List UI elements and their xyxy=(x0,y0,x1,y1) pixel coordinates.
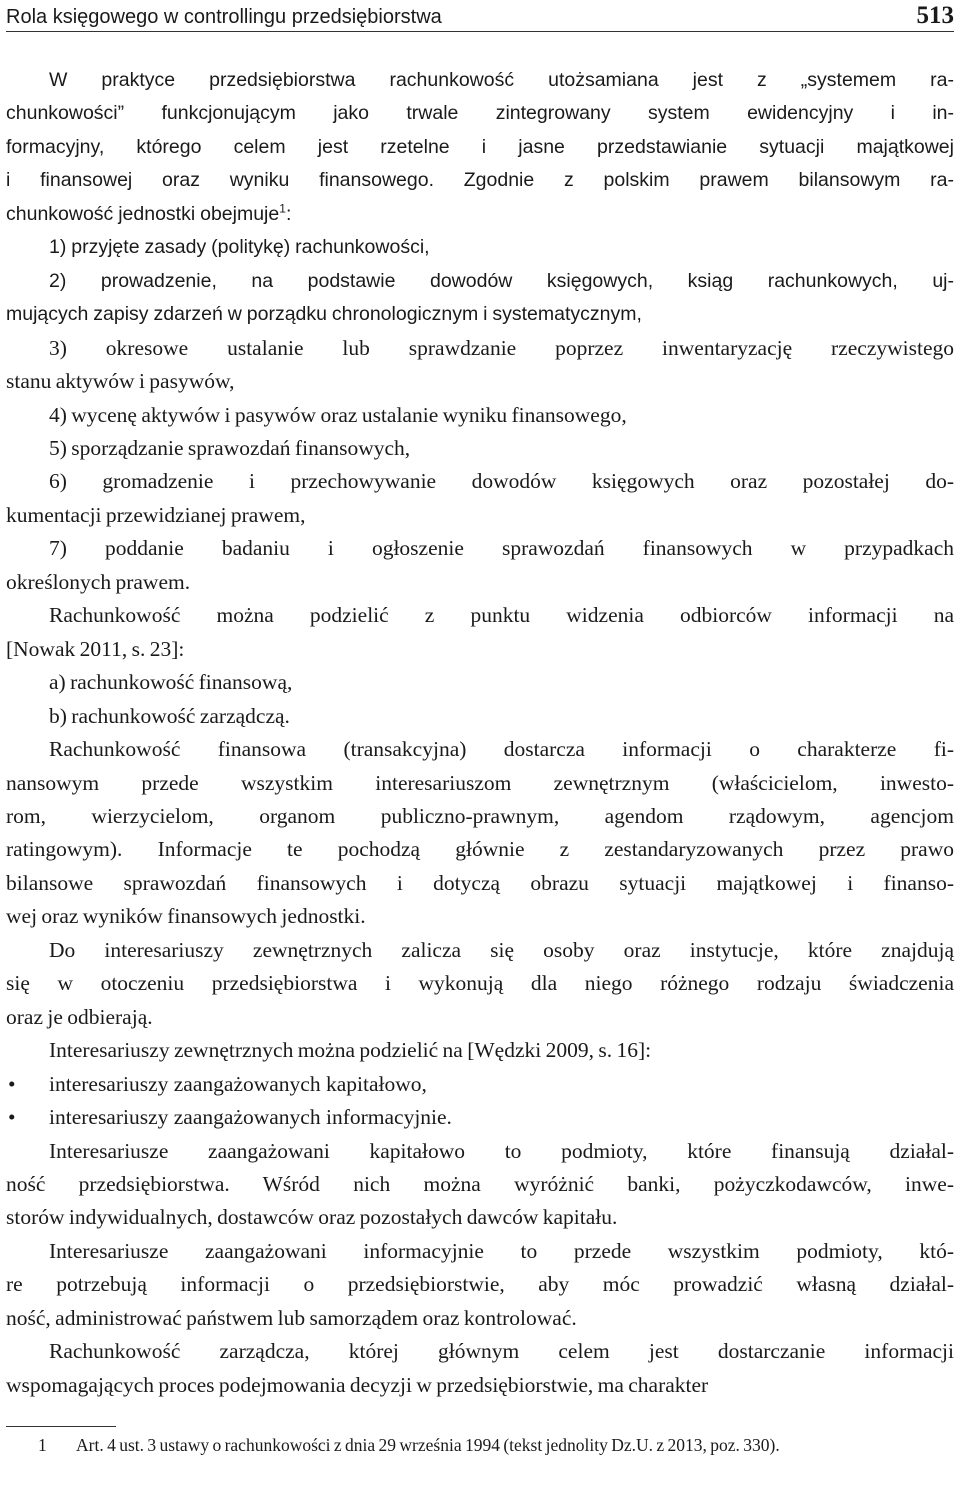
text-line: bilansowe sprawozdań finansowych i dotyczą obrazu sytuacji majątkowej i finanso- xyxy=(6,870,954,895)
bullet-item xyxy=(6,1068,954,1101)
bullet-item xyxy=(6,1101,954,1134)
text-line: nansowym przede wszystkim interesariuszom zewnętrznym (właścicielom, inwesto- xyxy=(6,770,954,795)
text-line: storów indywidualnych, dostawców oraz pozostałych dawców kapitału. xyxy=(6,1205,618,1230)
text-line: określonych prawem. xyxy=(6,569,191,594)
page-number: 513 xyxy=(916,2,954,29)
text-line xyxy=(6,198,954,231)
text-line: Rachunkowość finansowa (transakcyjna) dostarcza informacji o charakterze fi- xyxy=(49,737,954,762)
footnote-reference: 1 xyxy=(279,201,286,216)
text-line: 2) prowadzenie, na podstawie dowodów księgowych, ksiąg rachunkowych, uj- xyxy=(49,269,954,292)
paragraph xyxy=(6,1135,954,1235)
footnote xyxy=(6,1432,954,1458)
text-line: W praktyce przedsiębiorstwa rachunkowość utożsamiana jest z „systemem ra- xyxy=(49,69,954,91)
paragraph xyxy=(6,733,954,934)
stakeholder-bullet-list xyxy=(6,1068,954,1135)
accounting-types-list xyxy=(6,666,954,733)
text-line: kumentacji przewidzianej prawem, xyxy=(6,502,306,527)
text-line: ność, administrować państwem lub samorządem oraz kontrolować. xyxy=(6,1305,577,1330)
list-item xyxy=(6,532,954,599)
bullet-icon: • xyxy=(8,1105,16,1130)
list-item: 1) przyjęte zasady (politykę) rachunkowości, xyxy=(49,236,430,259)
list-item: a) rachunkowość finansową, xyxy=(49,670,293,695)
text-line: i finansowej oraz wyniku finansowego. Zgodnie z polskim prawem bilansowym ra- xyxy=(6,169,954,192)
obligations-list xyxy=(6,231,954,599)
text-line: Do interesariuszy zewnętrznych zalicza się osoby oraz instytucje, które znajdują xyxy=(49,937,954,962)
text-line: 6) gromadzenie i przechowywanie dowodów księgowych oraz pozostałej do- xyxy=(49,469,954,494)
footnote-text: Art. 4 ust. 3 ustawy o rachunkowości z dnia 29 września 1994 (tekst jednolity Dz.U. z 2013, poz. 330). xyxy=(76,1435,780,1455)
footnote-number: 1 xyxy=(38,1435,47,1455)
text-line: ność przedsiębiorstwa. Wśród nich można wyróżnić banki, pożyczkodawców, inwe- xyxy=(6,1171,954,1196)
paragraph-intro xyxy=(6,64,954,231)
paragraph xyxy=(6,934,954,1034)
bullet-text: interesariuszy zaangażowanych informacyjnie. xyxy=(49,1105,452,1130)
text-fragment: : xyxy=(285,202,292,225)
paragraph xyxy=(6,599,954,666)
paragraph: Interesariuszy zewnętrznych można podzielić na [Wędzki 2009, s. 16]: xyxy=(49,1038,652,1063)
text-line: się w otoczeniu przedsiębiorstwa i wykonują dla niego różnego rodzaju świadczenia xyxy=(6,971,954,996)
list-item: 4) wycenę aktywów i pasywów oraz ustalanie wyniku finansowego, xyxy=(49,402,627,427)
text-line: Rachunkowość zarządcza, której głównym celem jest dostarczanie informacji xyxy=(49,1339,954,1364)
text-line: Interesariusze zaangażowani informacyjnie to przede wszystkim podmioty, któ- xyxy=(49,1238,954,1263)
footnote-divider xyxy=(6,1426,116,1427)
text-line: wej oraz wyników finansowych jednostki. xyxy=(6,904,366,929)
text-line: oraz je odbierają. xyxy=(6,1004,153,1029)
text-line: stanu aktywów i pasywów, xyxy=(6,369,235,394)
text-line: [Nowak 2011, s. 23]: xyxy=(6,636,185,661)
text-line: 3) okresowe ustalanie lub sprawdzanie poprzez inwentaryzację rzeczywistego xyxy=(49,335,954,360)
text-line: 7) poddanie badaniu i ogłoszenie sprawozdań finansowych w przypadkach xyxy=(49,536,954,561)
running-title: Rola księgowego w controllingu przedsiębiorstwa xyxy=(6,6,442,28)
text-line: ratingowym). Informacje te pochodzą głównie z zestandaryzowanych przez prawo xyxy=(6,837,954,862)
text-line: formacyjny, którego celem jest rzetelne i jasne przedstawianie sytuacji majątkowej xyxy=(6,135,954,158)
page-body xyxy=(6,64,954,1402)
bullet-text: interesariuszy zaangażowanych kapitałowo, xyxy=(49,1071,427,1096)
paragraph xyxy=(6,1335,954,1402)
list-item xyxy=(6,265,954,332)
text-line: rom, wierzycielom, organom publiczno-prawnym, agendom rządowym, agencjom xyxy=(6,803,954,828)
bullet-icon: • xyxy=(8,1071,16,1096)
paragraph xyxy=(6,1235,954,1335)
text-line: wspomagających proces podejmowania decyzji w przedsiębiorstwie, ma charakter xyxy=(6,1372,709,1397)
running-header xyxy=(6,0,954,32)
list-item: 5) sporządzanie sprawozdań finansowych, xyxy=(49,435,411,460)
text-line: Interesariusze zaangażowani kapitałowo to podmioty, które finansują działal- xyxy=(49,1138,954,1163)
text-line: mujących zapisy zdarzeń w porządku chronologicznym i systematycznym, xyxy=(6,303,642,326)
text-fragment: chunkowość jednostki obejmuje xyxy=(6,202,280,225)
text-line: chunkowości” funkcjonującym jako trwale zintegrowany system ewidencyjny i in- xyxy=(6,102,954,125)
list-item: b) rachunkowość zarządczą. xyxy=(49,703,290,728)
list-item xyxy=(6,332,954,399)
text-line: Rachunkowość można podzielić z punktu widzenia odbiorców informacji na xyxy=(49,603,954,628)
text-line: re potrzebują informacji o przedsiębiorstwie, aby móc prowadzić własną działal- xyxy=(6,1272,954,1297)
list-item xyxy=(6,465,954,532)
